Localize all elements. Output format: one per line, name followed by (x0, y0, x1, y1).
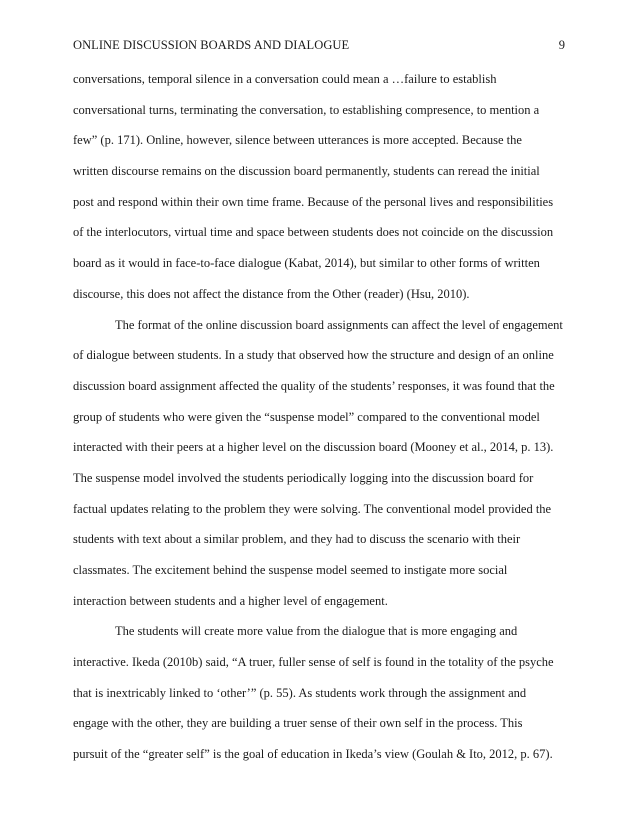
paragraph-first-line: The students will create more value from the dialogue that is more engaging and (115, 624, 518, 639)
text-line: discourse, this does not affect the distance from the Other (reader) (Hsu, 2010). (73, 286, 470, 301)
text-line: written discourse remains on the discussion board permanently, students can reread the initial (73, 164, 540, 179)
text-line: post and respond within their own time frame. Because of the personal lives and responsibilities (73, 194, 554, 209)
text-line: interaction between students and a higher level of engagement. (73, 593, 388, 608)
text-line: that is inextricably linked to ‘other’” (p. 55). As students work through the assignment and (73, 685, 527, 700)
text-line: classmates. The excitement behind the suspense model seemed to instigate more social (73, 563, 508, 577)
text-line: group of students who were given the “suspense model” compared to the conventional model (73, 409, 540, 424)
text-line: interacted with their peers at a higher level on the discussion board (Mooney et al., 2014, p. 13). (73, 440, 554, 455)
text-line: interactive. Ikeda (2010b) said, “A truer, fuller sense of self is found in the totality of the psyche (73, 655, 554, 670)
paragraph-first-line: The format of the online discussion board assignments can affect the level of engagement (115, 317, 563, 332)
text-line: of dialogue between students. In a study that observed how the structure and design of an online (73, 348, 554, 363)
running-head (73, 36, 565, 54)
text-line: engage with the other, they are building a truer sense of their own self in the process. This (73, 716, 523, 731)
text-line: conversations, temporal silence in a conversation could mean a …failure to establish (73, 72, 497, 86)
text-line: conversational turns, terminating the conversation, to establishing compresence, to mention a (73, 102, 540, 117)
text-line: discussion board assignment affected the quality of the students’ responses, it was found that the (73, 378, 555, 393)
body-text (73, 71, 565, 777)
text-line: students with text about a similar problem, and they had to discuss the scenario with their (73, 532, 521, 547)
text-line: few” (p. 171). Online, however, silence between utterances is more accepted. Because the (73, 133, 522, 148)
page-number: 9 (558, 38, 565, 52)
text-line: of the interlocutors, virtual time and space between students does not coincide on the discussion (73, 225, 554, 240)
running-head-title: ONLINE DISCUSSION BOARDS AND DIALOGUE (73, 38, 350, 52)
text-line: The suspense model involved the students periodically logging into the discussion board for (73, 470, 534, 485)
text-line: board as it would in face-to-face dialogue (Kabat, 2014), but similar to other forms of written (73, 256, 540, 271)
text-line: pursuit of the “greater self” is the goal of education in Ikeda’s view (Goulah & Ito, 2012, p. 67). (73, 747, 553, 762)
text-line: factual updates relating to the problem they were solving. The conventional model provided the (73, 501, 552, 516)
